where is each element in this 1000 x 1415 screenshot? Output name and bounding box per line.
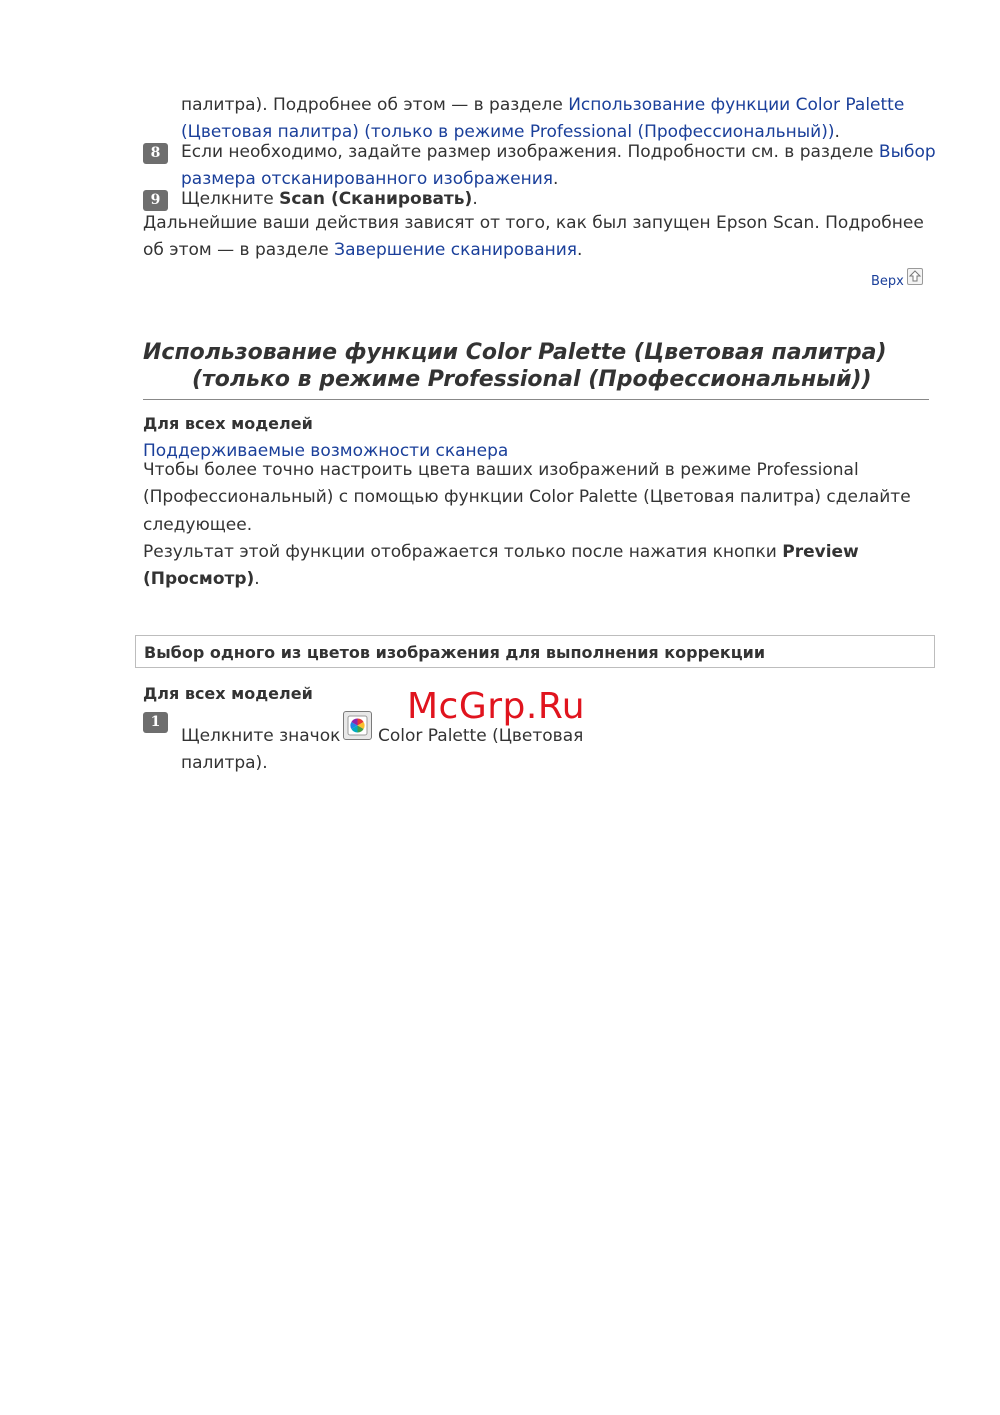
finish-scanning-link[interactable]: Завершение сканирования <box>334 240 578 260</box>
after-scan-period: . <box>577 240 583 260</box>
step-1-line-1-prefix: Щелкните значок <box>181 726 341 746</box>
scanner-features-link[interactable]: Поддерживаемые возможности сканера <box>143 441 509 461</box>
subsection-header-box <box>135 635 935 668</box>
subsection-title: Выбор одного из цветов изображения для выполнения коррекции <box>144 643 766 662</box>
section-title-line-1: Использование функции Color Palette (Цветовая палитра) <box>143 340 887 365</box>
step-8-badge: 8 <box>143 143 168 164</box>
step-9-line <box>181 188 478 210</box>
para-2-prefix: Результат этой функции отображается только после нажатия кнопки <box>143 542 783 562</box>
scan-button-name: Scan (Сканировать) <box>279 189 473 209</box>
color-palette-section-link-cont[interactable]: (Цветовая палитра) (только в режиме Professional (Профессиональный)) <box>181 122 835 142</box>
color-palette-section-link[interactable]: Использование функции Color Palette <box>568 95 905 115</box>
para-1-line-1: Чтобы более точно настроить цвета ваших изображений в режиме Professional <box>143 460 859 480</box>
image-size-link[interactable]: Выбор <box>878 142 936 162</box>
all-models-heading-2: Для всех моделей <box>143 684 313 703</box>
image-size-link-cont[interactable]: размера отсканированного изображения <box>181 169 553 189</box>
intro-text: палитра). Подробнее об этом — в разделе <box>181 95 569 115</box>
step-8-text: Если необходимо, задайте размер изображения. Подробности см. в разделе <box>181 142 879 162</box>
arrow-up-icon[interactable] <box>907 268 923 285</box>
step-9-prefix: Щелкните <box>181 189 280 209</box>
para-2-period: . <box>254 569 260 589</box>
para-1-line-3: следующее. <box>143 515 253 535</box>
after-scan-prefix: об этом — в разделе <box>143 240 335 260</box>
step-9-period: . <box>472 189 478 209</box>
step-9-badge: 9 <box>143 190 168 211</box>
step-1-line-1-after: Color Palette (Цветовая <box>378 726 584 746</box>
para-1-line-2: (Профессиональный) с помощью функции Color Palette (Цветовая палитра) сделайте <box>143 487 911 507</box>
para-2-line-1 <box>143 541 859 563</box>
step-8-line-1 <box>181 141 936 163</box>
intro-period: . <box>834 122 840 142</box>
after-scan-line-1: Дальнейшие ваши действия зависят от того, как был запущен Epson Scan. Подробнее <box>143 213 924 233</box>
intro-line-2 <box>181 121 840 143</box>
para-2-line-2 <box>143 568 260 590</box>
all-models-heading: Для всех моделей <box>143 414 313 433</box>
step-8-period: . <box>552 169 559 189</box>
watermark-text: McGrp.Ru <box>407 686 586 727</box>
step-1-line-2: палитра). <box>181 753 268 773</box>
color-palette-icon <box>343 711 372 740</box>
intro-line-1 <box>181 94 904 116</box>
section-title-line-2: (только в режиме Professional (Профессиональный)) <box>192 367 872 392</box>
after-scan-line-2 <box>143 239 582 261</box>
preview-button-name-ru: (Просмотр) <box>143 569 255 589</box>
preview-button-name: Preview <box>782 542 859 562</box>
back-to-top-link[interactable]: Верх <box>871 274 904 289</box>
step-1-badge: 1 <box>143 712 168 733</box>
section-divider <box>143 399 929 400</box>
step-8-line-2 <box>181 168 558 190</box>
